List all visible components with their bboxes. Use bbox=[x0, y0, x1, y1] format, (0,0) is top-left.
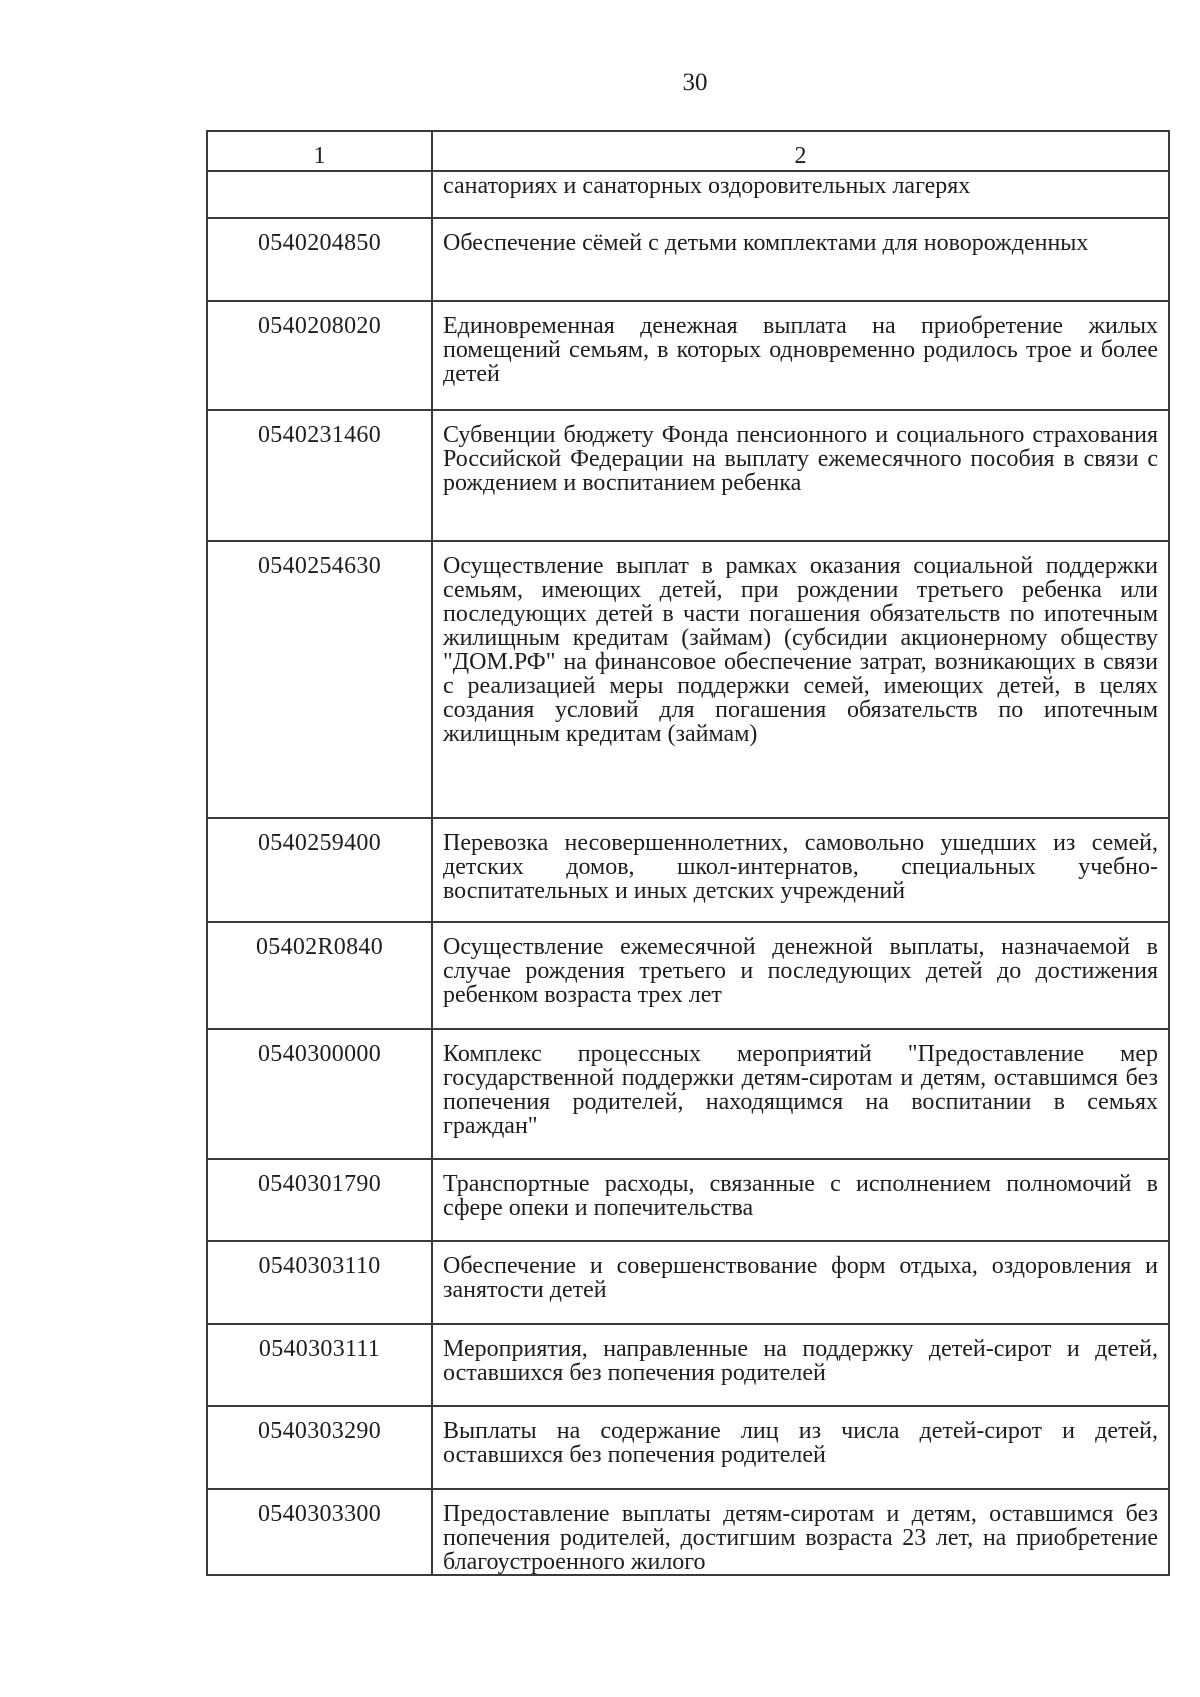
row-description: Субвенции бюджету Фонда пенсионного и социального страхования Российской Федерации на выплату ежемесячного пособия в связи с рождением и воспитанием ребенка bbox=[432, 410, 1169, 541]
row-description: Перевозка несовершеннолетних, самовольно ушедших из семей, детских домов, школ-интернатов, специальных учебно-воспитательных и иных детских учреждений bbox=[432, 818, 1169, 922]
table-row bbox=[207, 218, 1169, 301]
row-code: 05402R0840 bbox=[207, 922, 432, 1029]
row-description: Обеспечение и совершенствование форм отдыха, оздоровления и занятости детей bbox=[432, 1241, 1169, 1324]
row-code: 0540259400 bbox=[207, 818, 432, 922]
table-header-row bbox=[207, 131, 1169, 171]
row-code: 0540231460 bbox=[207, 410, 432, 541]
row-description: Осуществление выплат в рамках оказания социальной поддержки семьям, имеющих детей, при рождении третьего ребенка или последующих детей в части погашения обязательств по ипотечным жилищным кредитам (займам) (субсидии акционерному обществу "ДОМ.РФ" на финансовое обеспечение затрат, возникающих в связи с реализацией меры поддержки семей, имеющих детей, в целях создания условий для погашения обязательств по ипотечным жилищным кредитам (займам) bbox=[432, 541, 1169, 818]
row-code bbox=[207, 171, 432, 218]
row-description: Транспортные расходы, связанные с исполнением полномочий в сфере опеки и попечительства bbox=[432, 1159, 1169, 1241]
table-row bbox=[207, 922, 1169, 1029]
row-code: 0540301790 bbox=[207, 1159, 432, 1241]
row-description: Единовременная денежная выплата на приобретение жилых помещений семьям, в которых одновременно родилось трое и более детей bbox=[432, 301, 1169, 410]
row-description: Выплаты на содержание лиц из числа детей-сирот и детей, оставшихся без попечения родителей bbox=[432, 1406, 1169, 1489]
row-description: санаториях и санаторных оздоровительных лагерях bbox=[432, 171, 1169, 218]
table-row bbox=[207, 171, 1169, 218]
table-row bbox=[207, 301, 1169, 410]
row-code: 0540303300 bbox=[207, 1489, 432, 1575]
row-code: 0540303290 bbox=[207, 1406, 432, 1489]
column-header-code: 1 bbox=[207, 131, 432, 171]
budget-code-table bbox=[206, 130, 1170, 1576]
row-code: 0540208020 bbox=[207, 301, 432, 410]
row-description: Осуществление ежемесячной денежной выплаты, назначаемой в случае рождения третьего и последующих детей до достижения ребенком возраста трех лет bbox=[432, 922, 1169, 1029]
row-code: 0540303110 bbox=[207, 1241, 432, 1324]
table-row bbox=[207, 1159, 1169, 1241]
row-description: Комплекс процессных мероприятий "Предоставление мер государственной поддержки детям-сиротам и детям, оставшимся без попечения родителей, находящимся на воспитании в семьях граждан" bbox=[432, 1029, 1169, 1159]
row-description: Предоставление выплаты детям-сиротам и детям, оставшимся без попечения родителей, достигшим возраста 23 лет, на приобретение благоустроенного жилого bbox=[432, 1489, 1169, 1575]
table-row bbox=[207, 541, 1169, 818]
table-row bbox=[207, 1324, 1169, 1406]
row-description: Обеспечение сёмей с детьми комплектами для новорожденных bbox=[432, 218, 1169, 301]
page-number: 30 bbox=[682, 69, 708, 96]
column-header-description: 2 bbox=[432, 131, 1169, 171]
table-row bbox=[207, 1489, 1169, 1575]
table-row bbox=[207, 818, 1169, 922]
row-code: 0540204850 bbox=[207, 218, 432, 301]
row-code: 0540303111 bbox=[207, 1324, 432, 1406]
row-description: Мероприятия, направленные на поддержку детей-сирот и детей, оставшихся без попечения родителей bbox=[432, 1324, 1169, 1406]
table-row bbox=[207, 1029, 1169, 1159]
table-row bbox=[207, 1241, 1169, 1324]
table-row bbox=[207, 1406, 1169, 1489]
row-code: 0540254630 bbox=[207, 541, 432, 818]
table-row bbox=[207, 410, 1169, 541]
row-code: 0540300000 bbox=[207, 1029, 432, 1159]
